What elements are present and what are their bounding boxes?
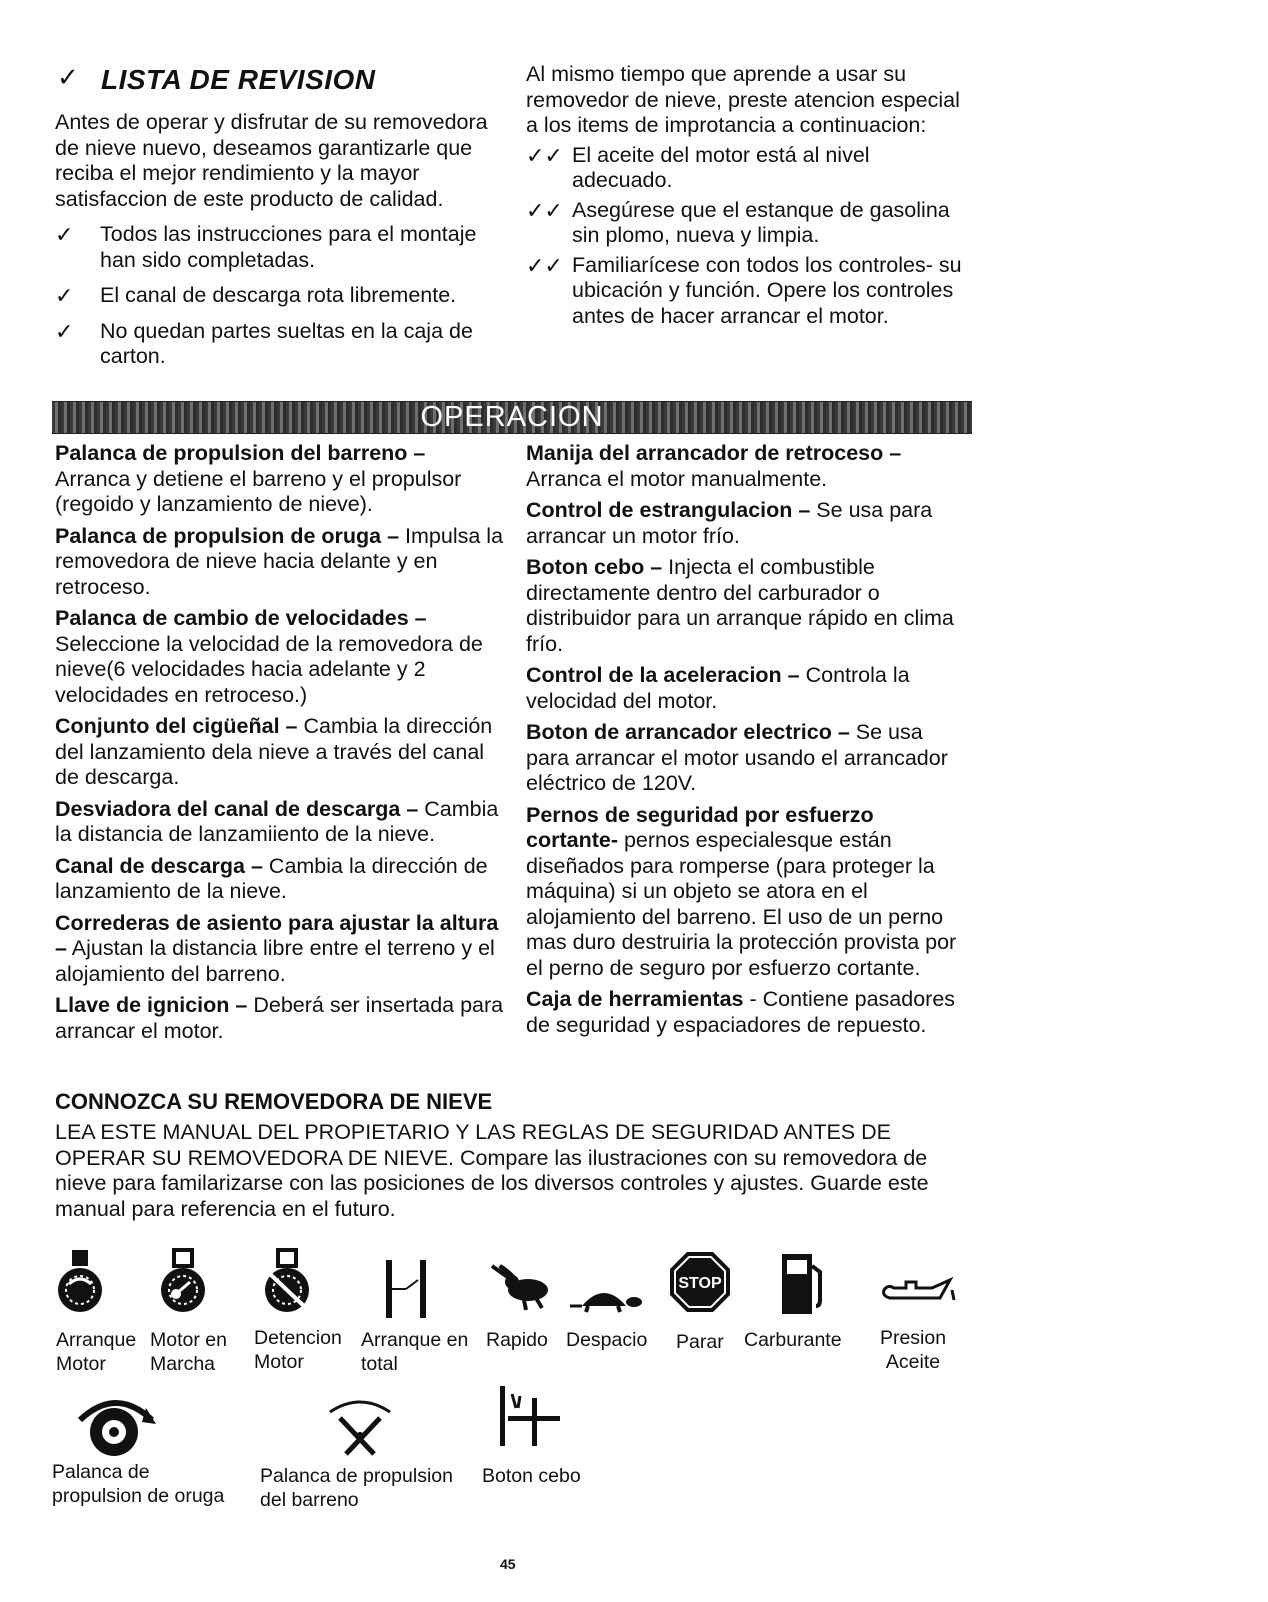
definition: Control de estrangulacion – Se usa para arrancar un motor frío.	[526, 498, 933, 548]
check-item: ✓✓ Familiarícese con todos los controles- su ubicación y función. Opere los controles antes de hacer arrancar el motor.	[526, 252, 962, 328]
track-drive-lever-icon	[74, 1394, 158, 1460]
checklist-right	[526, 62, 966, 339]
check-icon: ✓	[55, 283, 74, 308]
definition: Palanca de cambio de velocidades – Seleccione la velocidad de la removedora de nieve(6 velocidades hacia adelante y 2 velocidades en retroceso.)	[55, 606, 483, 707]
symbol-caption: Presion Aceite	[879, 1327, 947, 1373]
check-item: ✓✓ El aceite del motor está al nivel adecuado.	[526, 142, 870, 192]
check-item: ✓ Todos las instrucciones para el montaje han sido completadas.	[55, 222, 477, 272]
stop-sign-icon	[668, 1250, 732, 1314]
definition: Palanca de propulsion de oruga – Impulsa la removedora de nieve hacia delante y en retroceso.	[55, 523, 504, 599]
banner-label: OPERACION	[420, 401, 604, 433]
symbol-caption: Palanca de propulsion del barreno	[260, 1465, 453, 1511]
definition: Palanca de propulsion del barreno – Arranca y detiene el barreno y el propulsor (regoido y lanzamiento de nieve).	[55, 441, 462, 516]
definition: Canal de descarga – Cambia la dirección de lanzamiento de la nieve.	[55, 853, 488, 903]
definition: Boton cebo – Injecta el combustible directamente dentro del carburador o distribuidor para un arranque rápido en clima frío.	[526, 555, 954, 656]
svg-text:STOP: STOP	[678, 1275, 722, 1292]
section-heading: CONNOZCA SU REMOVEDORA DE NIEVE	[55, 1089, 493, 1114]
check-item: ✓ El canal de descarga rota libremente.	[55, 283, 457, 308]
fuel-icon	[778, 1252, 828, 1316]
check-item: ✓✓ Asegúrese que el estanque de gasolina sin plomo, nueva y limpia.	[526, 197, 950, 247]
page-title: LISTA DE REVISION	[101, 64, 376, 95]
double-check-icon: ✓✓	[526, 142, 563, 168]
check-icon: ✓	[55, 222, 74, 247]
definition: Correderas de asiento para ajustar la altura – Ajustan la distancia libre entre el terreno y el alojamiento del barreno.	[55, 910, 499, 986]
know-section	[55, 1088, 970, 1222]
check-icon: ✓	[55, 318, 74, 344]
checklist-left	[55, 62, 505, 380]
section-banner	[52, 401, 972, 434]
symbol-caption: Palanca de propulsion de oruga	[52, 1461, 225, 1507]
check-icon: ✓	[57, 62, 79, 92]
definition: Llave de ignicion – Deberá ser insertada para arrancar el motor.	[55, 993, 504, 1043]
symbol-caption: Parar	[676, 1331, 724, 1353]
auger-drive-lever-icon	[326, 1396, 394, 1460]
section-text: LEA ESTE MANUAL DEL PROPIETARIO Y LAS REGLAS DE SEGURIDAD ANTES DE OPERAR SU REMOVEDORA DE NIEVE. Compare las ilustraciones con su removedora de nieve para familarizarse con las posiciones de los diversos controles y ajustes. Guarde este manual para referencia en el futuro.	[55, 1120, 929, 1221]
turtle-icon	[568, 1280, 644, 1314]
symbol-caption: Despacio	[566, 1329, 648, 1351]
symbol-caption: Rapido	[486, 1329, 548, 1351]
definition: Control de la aceleracion – Controla la velocidad del motor.	[526, 663, 910, 713]
definition: Conjunto del cigüeñal – Cambia la dirección del lanzamiento dela nieve a través del canal de descarga.	[55, 714, 493, 789]
symbol-caption: Detencion Motor	[254, 1327, 342, 1373]
checklist-title	[55, 62, 505, 98]
symbol-caption: Carburante	[744, 1329, 842, 1351]
definition: Manija del arrancador de retroceso – Arranca el motor manualmente.	[526, 441, 902, 491]
engine-start-icon	[55, 1248, 105, 1318]
engine-run-icon	[158, 1248, 208, 1318]
symbol-caption: Motor en Marcha	[150, 1329, 227, 1375]
primer-button-icon	[496, 1384, 566, 1448]
full-choke-icon	[382, 1258, 432, 1320]
check-item: ✓ No quedan partes sueltas en la caja de carton.	[55, 318, 473, 368]
double-check-icon: ✓✓	[526, 252, 563, 278]
operation-right	[526, 441, 971, 1044]
definition: Caja de herramientas - Contiene pasadores de seguridad y espaciadores de repuesto.	[526, 987, 956, 1037]
engine-stop-icon	[262, 1248, 312, 1318]
symbol-caption: Arranque Motor	[56, 1329, 137, 1375]
definition: Pernos de seguridad por esfuerzo cortante- pernos especialesque están diseñados para romperse (para proteger la máquina) si un objeto se atora en el alojamiento del barreno. El uso de un perno mas duro destruiria la protección provista por el perno de seguro por esfuerzo cortante.	[526, 802, 957, 980]
definition: Boton de arrancador electrico – Se usa para arrancar el motor usando el arrancador eléctrico de 120V.	[526, 720, 948, 795]
definition: Desviadora del canal de descarga – Cambia la distancia de lanzamiiento de la nieve.	[55, 796, 499, 846]
page-number: 45	[500, 1556, 516, 1572]
checklist-intro: Antes de operar y disfrutar de su removedora de nieve nuevo, deseamos garantizarle que reciba el mejor rendimiento y la mayor satisfaccion de este producto de calidad.	[55, 110, 488, 211]
symbol-caption: Arranque en total	[361, 1329, 469, 1375]
operation-left	[55, 441, 505, 1050]
checklist-right-intro: Al mismo tiempo que aprende a usar su removedor de nieve, preste atencion especial a los items de improtancia a continuacion:	[526, 62, 960, 137]
rabbit-icon	[488, 1262, 554, 1314]
symbol-caption: Boton cebo	[482, 1465, 581, 1487]
double-check-icon: ✓✓	[526, 197, 563, 223]
oil-pressure-icon	[876, 1270, 958, 1310]
